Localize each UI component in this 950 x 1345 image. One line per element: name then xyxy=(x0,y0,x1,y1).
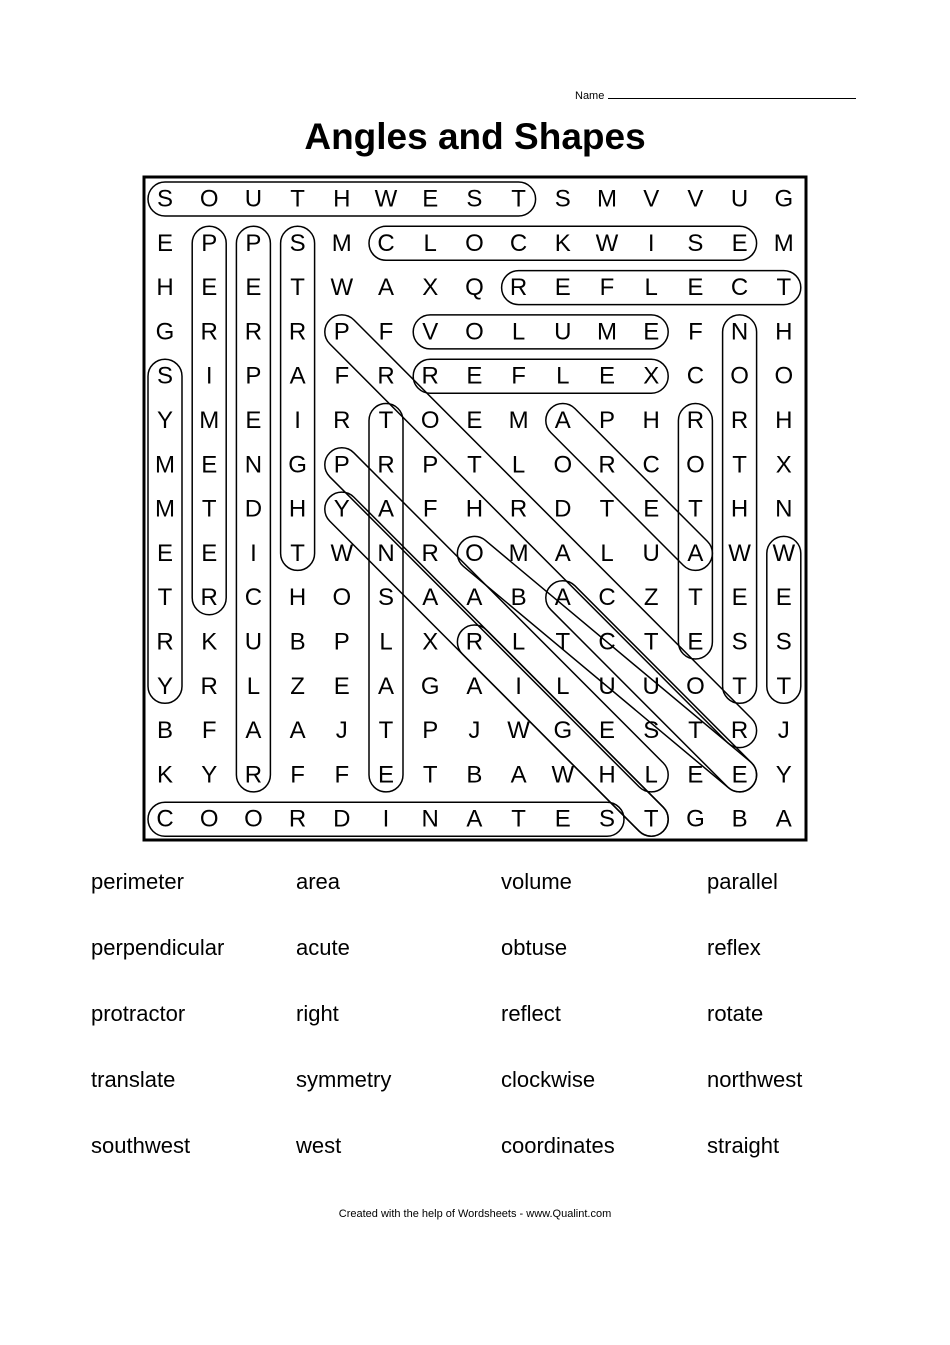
grid-letter[interactable]: A xyxy=(510,761,527,789)
grid-letter[interactable]: E xyxy=(775,584,792,612)
word-list-item: volume xyxy=(501,869,572,894)
grid-letter[interactable]: O xyxy=(199,185,219,213)
grid-letter[interactable]: T xyxy=(688,717,703,745)
grid-letter[interactable]: M xyxy=(773,229,794,257)
found-word-loop xyxy=(318,441,675,799)
grid-letter[interactable]: M xyxy=(331,229,352,257)
grid-letter[interactable]: E xyxy=(422,185,439,213)
grid-letter[interactable]: R xyxy=(200,672,218,700)
grid-letter[interactable]: G xyxy=(420,672,440,700)
grid-letter[interactable]: O xyxy=(774,362,794,390)
grid-letter[interactable]: J xyxy=(777,717,790,745)
grid-letter[interactable]: N xyxy=(730,318,749,346)
grid-letter[interactable]: I xyxy=(382,805,390,833)
grid-letter[interactable]: T xyxy=(688,584,703,612)
grid-letter[interactable]: O xyxy=(199,805,219,833)
grid-letter[interactable]: E xyxy=(731,761,748,789)
grid-letter[interactable]: R xyxy=(377,362,395,390)
grid-letter[interactable]: L xyxy=(556,362,570,390)
grid-letter[interactable]: E xyxy=(731,584,748,612)
grid-letter[interactable]: X xyxy=(643,362,660,390)
grid-letter[interactable]: Y xyxy=(775,761,792,789)
grid-letter[interactable]: E xyxy=(245,407,262,434)
grid-letter[interactable]: F xyxy=(599,274,615,302)
grid-letter[interactable]: U xyxy=(642,539,660,567)
word-list-item: obtuse xyxy=(501,935,568,960)
grid-letter[interactable]: G xyxy=(155,318,175,346)
grid-letter[interactable]: E xyxy=(731,229,748,257)
grid-letter[interactable]: E xyxy=(333,672,350,700)
grid-letter[interactable]: C xyxy=(642,451,660,479)
grid-letter[interactable]: W xyxy=(374,185,398,213)
grid-letter[interactable]: R xyxy=(244,318,263,346)
grid-letter[interactable]: T xyxy=(290,185,305,213)
grid-letter[interactable]: F xyxy=(290,761,305,789)
word-list-item: symmetry xyxy=(296,1067,392,1092)
grid-letter[interactable]: E xyxy=(201,451,218,479)
grid-letter[interactable]: H xyxy=(642,407,660,434)
footer-credit: Created with the help of Wordsheets - www.Qualint.com xyxy=(338,1208,612,1220)
grid-letter[interactable]: U xyxy=(730,185,749,213)
grid-letter[interactable]: H xyxy=(775,318,793,346)
grid-letter[interactable]: N xyxy=(421,805,439,833)
grid-letter[interactable]: A xyxy=(554,584,571,612)
grid-letter[interactable]: D xyxy=(554,495,572,523)
grid-letter[interactable]: N xyxy=(377,539,395,567)
word-list-item: reflect xyxy=(501,1001,561,1026)
grid-letter[interactable]: L xyxy=(511,318,526,346)
grid-letter[interactable]: O xyxy=(465,229,484,257)
grid-letter[interactable]: A xyxy=(377,274,395,302)
grid-letter[interactable]: U xyxy=(554,318,572,346)
grid-letter[interactable]: H xyxy=(333,185,351,213)
grid-letter[interactable]: E xyxy=(466,362,483,390)
grid-letter[interactable]: H xyxy=(775,407,793,434)
grid-letter[interactable]: S xyxy=(775,628,792,656)
grid-letter[interactable]: J xyxy=(335,717,348,745)
grid-letter[interactable]: O xyxy=(465,318,484,346)
found-word-loop xyxy=(450,529,763,798)
grid-letter[interactable]: K xyxy=(156,761,174,789)
grid-letter[interactable]: L xyxy=(556,672,570,700)
grid-letter[interactable]: L xyxy=(511,451,526,479)
grid-letter[interactable]: S xyxy=(598,805,616,833)
grid-letter[interactable]: T xyxy=(378,717,394,745)
word-list-item: clockwise xyxy=(501,1067,596,1092)
grid-letter[interactable]: E xyxy=(598,362,616,390)
grid-letter[interactable]: L xyxy=(600,539,614,567)
grid-letter[interactable]: W xyxy=(507,717,530,745)
grid-letter[interactable]: O xyxy=(332,584,352,612)
name-label: Name xyxy=(575,90,605,102)
grid-letter[interactable]: N xyxy=(775,495,793,523)
grid-letter[interactable]: Y xyxy=(156,672,174,700)
grid-letter[interactable]: H xyxy=(730,495,749,523)
grid-letter[interactable]: M xyxy=(508,407,529,434)
found-word-loop xyxy=(413,359,668,393)
grid-letter[interactable]: A xyxy=(377,495,395,523)
grid-letter[interactable]: R xyxy=(509,274,528,302)
grid-letter[interactable]: A xyxy=(687,539,704,567)
grid-letter[interactable]: R xyxy=(288,318,307,346)
grid-letter[interactable]: L xyxy=(644,274,658,302)
grid-letter[interactable]: R xyxy=(333,407,351,434)
grid-letter[interactable]: R xyxy=(200,318,218,346)
grid-letter[interactable]: P xyxy=(333,628,350,656)
grid-letter[interactable]: T xyxy=(422,761,438,789)
grid-letter[interactable]: E xyxy=(466,407,483,434)
grid-letter[interactable]: M xyxy=(597,185,617,213)
grid-letter[interactable]: C xyxy=(377,229,395,257)
grid-letter[interactable]: Y xyxy=(201,761,218,789)
grid-letter[interactable]: L xyxy=(379,628,393,656)
grid-letter[interactable]: M xyxy=(155,451,175,479)
grid-letter[interactable]: C xyxy=(244,584,263,612)
grid-letter[interactable]: S xyxy=(643,717,660,745)
grid-letter[interactable]: S xyxy=(466,185,483,213)
grid-letter[interactable]: O xyxy=(686,672,705,700)
word-list-item: rotate xyxy=(707,1001,764,1026)
word-list-item: coordinates xyxy=(501,1133,615,1158)
word-list-item: translate xyxy=(91,1067,176,1092)
grid-letter[interactable]: F xyxy=(378,318,394,346)
word-list-item: right xyxy=(296,1001,339,1026)
grid-letter[interactable]: A xyxy=(554,407,571,434)
grid-letter[interactable]: E xyxy=(643,318,660,346)
grid-letter[interactable]: F xyxy=(422,495,438,523)
grid-letter[interactable]: L xyxy=(644,761,658,789)
grid-letter[interactable]: G xyxy=(288,451,307,479)
grid-letter[interactable]: A xyxy=(466,805,483,833)
grid-letter[interactable]: K xyxy=(201,628,218,656)
grid-letter[interactable]: F xyxy=(334,362,350,390)
grid-letter[interactable]: L xyxy=(246,672,261,700)
grid-letter[interactable]: X xyxy=(422,274,439,302)
grid-letter[interactable]: T xyxy=(555,628,571,656)
found-word-loop xyxy=(318,485,675,843)
grid-letter[interactable]: M xyxy=(155,495,175,523)
grid-letter[interactable]: M xyxy=(508,539,529,567)
grid-letter[interactable]: Y xyxy=(333,495,350,523)
grid-letter[interactable]: B xyxy=(731,805,748,833)
grid-letter[interactable]: F xyxy=(201,717,217,745)
grid-letter[interactable]: G xyxy=(774,185,794,213)
grid-letter[interactable]: F xyxy=(334,761,350,789)
grid-letter[interactable]: P xyxy=(422,717,439,745)
word-list-item: northwest xyxy=(707,1067,803,1092)
grid-letter[interactable]: J xyxy=(468,717,481,745)
grid-letter[interactable]: C xyxy=(598,628,616,656)
grid-letter[interactable]: U xyxy=(598,672,616,700)
grid-letter[interactable]: T xyxy=(378,407,394,434)
grid-letter[interactable]: F xyxy=(688,318,703,346)
grid-letter[interactable]: S xyxy=(687,229,704,257)
grid-letter[interactable]: T xyxy=(290,539,305,567)
grid-letter[interactable]: T xyxy=(157,584,173,612)
grid-letter[interactable]: A xyxy=(466,672,483,700)
grid-letter[interactable]: R xyxy=(598,451,616,479)
word-list-item: area xyxy=(296,869,341,894)
grid-letter[interactable]: H xyxy=(288,495,307,523)
grid-letter[interactable]: O xyxy=(686,451,705,479)
grid-letter[interactable]: P xyxy=(333,318,350,346)
grid-letter[interactable]: T xyxy=(290,274,305,302)
grid-letter[interactable]: A xyxy=(289,362,306,390)
grid-letter[interactable]: D xyxy=(333,805,351,833)
grid-letter[interactable]: T xyxy=(599,495,615,523)
grid-letter[interactable]: T xyxy=(511,185,526,213)
grid-letter[interactable]: T xyxy=(732,672,747,700)
grid-letter[interactable]: T xyxy=(643,805,659,833)
grid-letter[interactable]: A xyxy=(422,584,439,612)
grid-letter[interactable]: R xyxy=(421,362,439,390)
grid-letter[interactable]: W xyxy=(330,274,354,302)
word-list-item: southwest xyxy=(91,1133,191,1158)
grid-letter[interactable]: R xyxy=(377,451,395,479)
grid-letter[interactable]: X xyxy=(422,628,439,656)
grid-letter[interactable]: E xyxy=(554,805,571,833)
word-list-item: west xyxy=(296,1133,342,1158)
grid-letter[interactable]: C xyxy=(598,584,616,612)
grid-letter[interactable]: Z xyxy=(643,584,659,612)
grid-letter[interactable]: W xyxy=(330,539,354,567)
page-title: Angles and Shapes xyxy=(304,116,646,157)
grid-letter[interactable]: W xyxy=(551,761,575,789)
grid-letter[interactable]: S xyxy=(554,185,571,213)
grid-letter[interactable]: O xyxy=(420,407,440,434)
grid-letter[interactable]: W xyxy=(772,539,796,567)
grid-letter[interactable]: L xyxy=(511,628,526,656)
grid-letter[interactable]: Y xyxy=(156,407,174,434)
grid-letter[interactable]: E xyxy=(554,274,571,302)
grid-letter[interactable]: W xyxy=(728,539,751,567)
grid-letter[interactable]: P xyxy=(333,451,350,479)
grid-letter[interactable]: R xyxy=(730,407,749,434)
grid-letter[interactable]: N xyxy=(244,451,263,479)
grid-letter[interactable]: Q xyxy=(465,274,484,302)
grid-letter[interactable]: I xyxy=(205,362,213,390)
grid-letter[interactable]: O xyxy=(465,539,484,567)
word-list-item: reflex xyxy=(707,935,761,960)
grid-letter[interactable]: O xyxy=(730,362,749,390)
grid-letter[interactable]: E xyxy=(201,274,218,302)
grid-letter[interactable]: E xyxy=(377,761,395,789)
grid-letter[interactable]: G xyxy=(553,717,573,745)
grid-letter[interactable]: H xyxy=(156,274,174,302)
grid-letter[interactable]: V xyxy=(422,318,439,346)
grid-letter[interactable]: S xyxy=(156,185,174,213)
grid-letter[interactable]: F xyxy=(511,362,526,390)
grid-letter[interactable]: S xyxy=(377,584,395,612)
grid-letter[interactable]: R xyxy=(686,407,705,434)
grid-letter[interactable]: R xyxy=(156,628,174,656)
grid-letter[interactable]: A xyxy=(245,717,262,745)
grid-letter[interactable]: T xyxy=(688,495,703,523)
word-list-item: protractor xyxy=(91,1001,186,1026)
grid-letter[interactable]: E xyxy=(598,717,616,745)
grid-letter[interactable]: B xyxy=(510,584,527,612)
word-list-item: acute xyxy=(296,935,350,960)
grid-letter[interactable]: E xyxy=(643,495,660,523)
grid-letter[interactable]: O xyxy=(244,805,263,833)
grid-letter[interactable]: T xyxy=(511,805,526,833)
grid-letter[interactable]: T xyxy=(776,672,792,700)
grid-letter[interactable]: D xyxy=(244,495,263,523)
grid-letter[interactable]: T xyxy=(201,495,217,523)
grid-letter[interactable]: V xyxy=(687,185,704,213)
grid-letter[interactable]: U xyxy=(244,628,263,656)
grid-letter[interactable]: T xyxy=(467,451,482,479)
grid-letter[interactable]: C xyxy=(509,229,528,257)
grid-letter[interactable]: I xyxy=(250,539,257,567)
word-list-item: straight xyxy=(707,1133,780,1158)
grid-letter[interactable]: R xyxy=(730,717,749,745)
grid-letter[interactable]: A xyxy=(377,672,395,700)
grid-letter[interactable]: P xyxy=(245,229,262,257)
grid-letter[interactable]: A xyxy=(554,539,571,567)
grid-letter[interactable]: R xyxy=(200,584,218,612)
grid-letter[interactable]: P xyxy=(598,407,616,434)
grid-letter[interactable]: E xyxy=(687,274,704,302)
grid-letter[interactable]: U xyxy=(244,185,263,213)
grid-letter[interactable]: P xyxy=(201,229,218,257)
grid-letter[interactable]: C xyxy=(686,362,705,390)
grid-letter[interactable]: S xyxy=(156,362,174,390)
grid-letter[interactable]: W xyxy=(595,229,619,257)
grid-letter[interactable]: S xyxy=(289,229,306,257)
grid-letter[interactable]: E xyxy=(687,628,704,656)
grid-letter[interactable]: M xyxy=(597,318,617,346)
grid-letter[interactable]: A xyxy=(289,717,306,745)
grid-letter[interactable]: T xyxy=(732,451,747,479)
grid-letter[interactable]: E xyxy=(156,229,174,257)
grid-letter[interactable]: O xyxy=(553,451,573,479)
grid-letter[interactable]: P xyxy=(245,362,262,390)
grid-letter[interactable]: S xyxy=(731,628,748,656)
found-word-loop xyxy=(678,404,712,660)
grid-letter[interactable]: H xyxy=(288,584,307,612)
grid-letter[interactable]: P xyxy=(422,451,439,479)
grid-letter[interactable]: Z xyxy=(290,672,305,700)
grid-letter[interactable]: I xyxy=(647,229,655,257)
grid-letter[interactable]: T xyxy=(776,274,792,302)
grid-letter[interactable]: V xyxy=(643,185,660,213)
grid-letter[interactable]: M xyxy=(199,407,220,434)
word-list-item: perimeter xyxy=(91,869,184,894)
grid-letter[interactable]: E xyxy=(687,761,704,789)
grid-letter[interactable]: C xyxy=(730,274,749,302)
grid-letter[interactable]: E xyxy=(156,539,174,567)
grid-letter[interactable]: A xyxy=(466,584,483,612)
grid-letter[interactable]: B xyxy=(156,717,174,745)
grid-letter[interactable]: I xyxy=(515,672,522,700)
grid-letter[interactable]: R xyxy=(421,539,439,567)
grid-letter[interactable]: R xyxy=(288,805,307,833)
grid-letter[interactable]: H xyxy=(598,761,616,789)
grid-letter[interactable]: R xyxy=(509,495,528,523)
grid-letter[interactable]: B xyxy=(466,761,483,789)
word-list-item: parallel xyxy=(707,869,778,894)
grid-letter[interactable]: L xyxy=(423,229,437,257)
grid-letter[interactable]: X xyxy=(775,451,792,479)
grid-letter[interactable]: R xyxy=(244,761,263,789)
grid-letter[interactable]: K xyxy=(554,229,571,257)
grid-letter[interactable]: G xyxy=(686,805,705,833)
grid-letter[interactable]: U xyxy=(642,672,660,700)
grid-letter[interactable]: H xyxy=(465,495,484,523)
grid-letter[interactable]: E xyxy=(201,539,218,567)
found-word-loop xyxy=(413,315,668,349)
grid-letter[interactable]: I xyxy=(294,407,301,434)
grid-letter[interactable]: B xyxy=(289,628,306,656)
grid-letter[interactable]: C xyxy=(156,805,174,833)
grid-letter[interactable]: E xyxy=(245,274,262,302)
grid-letter[interactable]: R xyxy=(465,628,484,656)
grid-letter[interactable]: T xyxy=(643,628,659,656)
grid-letter[interactable]: A xyxy=(775,805,792,833)
word-list-item: perpendicular xyxy=(91,935,225,960)
